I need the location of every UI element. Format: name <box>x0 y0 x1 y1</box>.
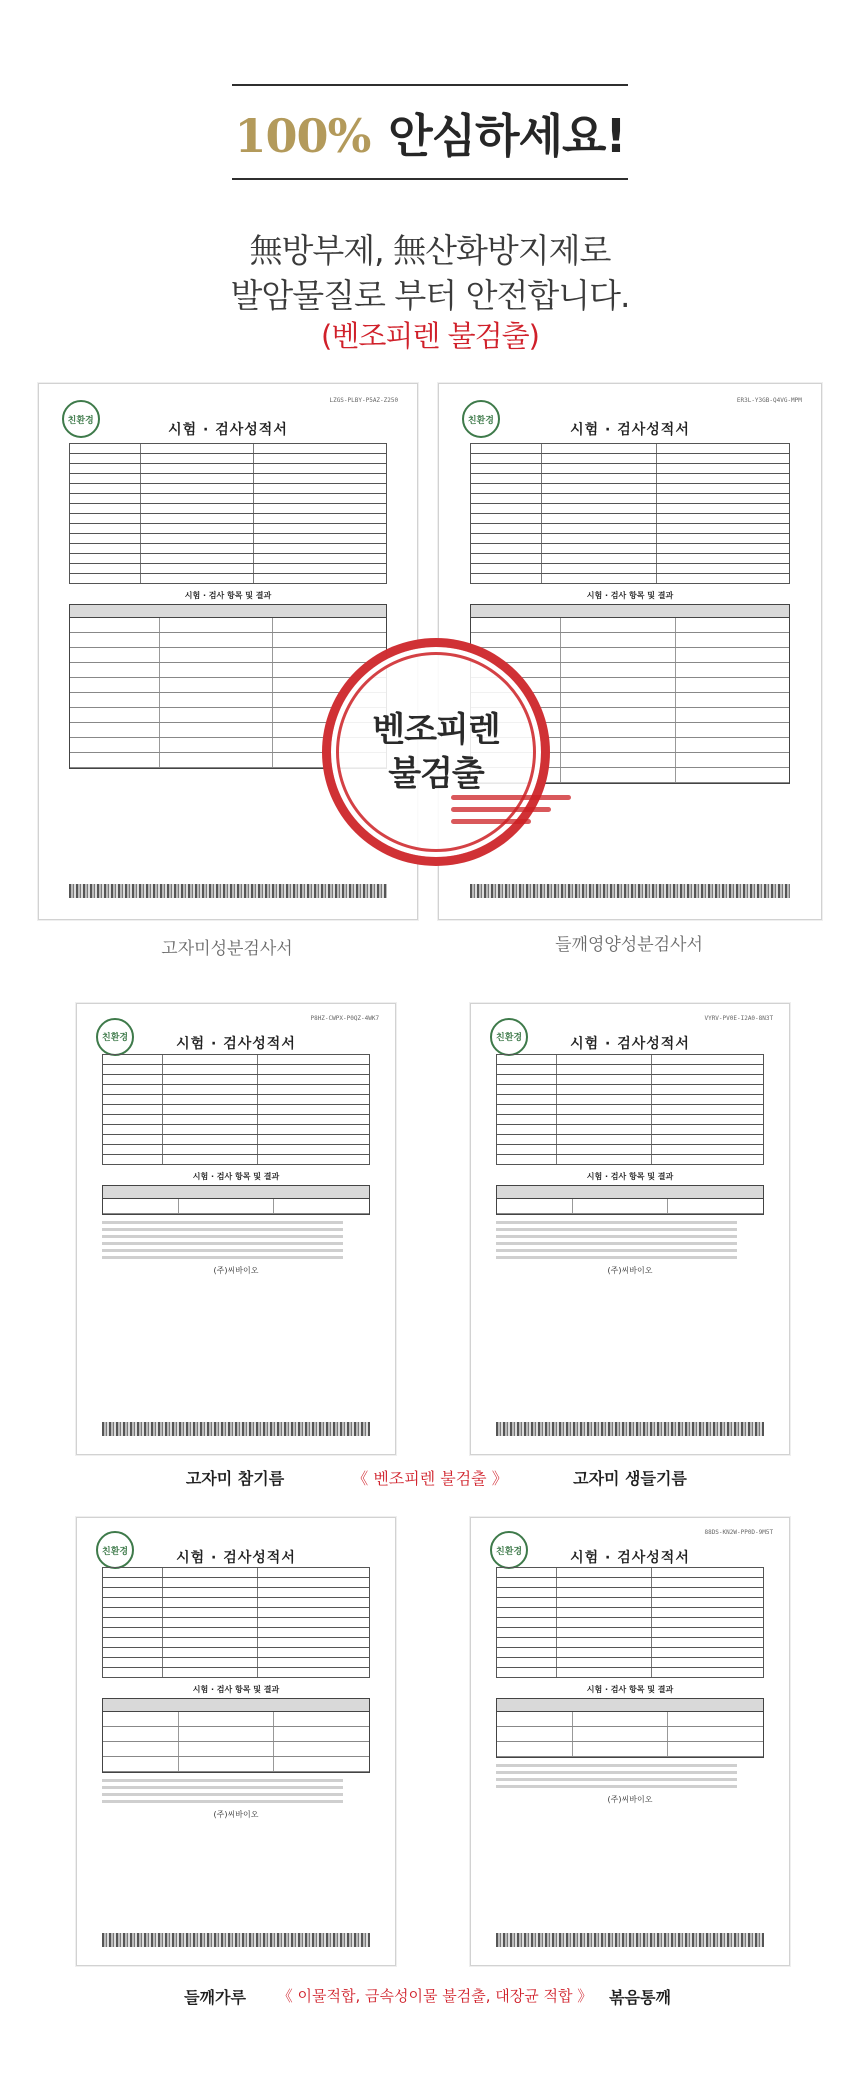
certificate-perilla-powder <box>76 1517 396 1966</box>
doc-barcode <box>102 1422 369 1436</box>
certificate-sesame-composition <box>38 383 418 920</box>
headline-text: 안심하세요! <box>388 109 626 163</box>
doc-section-title: 시험 · 검사 항목 및 결과 <box>586 1171 674 1181</box>
doc-section-title: 시험 · 검사 항목 및 결과 <box>192 1685 280 1695</box>
caption-benzopyrene: 《 벤조피렌 불검출 》 <box>352 1469 508 1488</box>
certification-seal-icon: 친환경 <box>96 1018 134 1056</box>
doc-issuer: (주)씨바이오 <box>213 1810 259 1820</box>
doc-issuer: (주)씨바이오 <box>213 1265 259 1275</box>
doc-form <box>496 1054 763 1276</box>
doc-section-title: 시험 · 검사 항목 및 결과 <box>192 1171 280 1181</box>
top-divider <box>232 84 628 86</box>
doc-number: ER3L-Y3GB-Q4VG-MPM <box>736 397 802 405</box>
caption-sesame-oil: 고자미 참기름 <box>185 1469 285 1488</box>
caption-perilla-nutrition: 들깨영양성분검사서 <box>555 935 703 955</box>
safety-line-2: 발암물질로 부터 안전합니다. <box>230 276 630 315</box>
doc-barcode <box>496 1422 763 1436</box>
safety-line-1: 無방부제, 無산화방지제로 <box>249 231 611 270</box>
doc-issuer: (주)씨바이오 <box>607 1265 653 1275</box>
doc-section-title: 시험 · 검사 항목 및 결과 <box>586 590 674 600</box>
certification-seal-icon: 친환경 <box>62 400 100 438</box>
stamp-streak <box>451 795 571 800</box>
doc-title: 시험 · 검사성적서 <box>570 1036 690 1053</box>
doc-barcode <box>102 1933 369 1947</box>
certification-seal-icon: 친환경 <box>490 1531 528 1569</box>
doc-title: 시험 · 검사성적서 <box>176 1550 296 1567</box>
doc-title: 시험 · 검사성적서 <box>570 421 690 438</box>
doc-title: 시험 · 검사성적서 <box>176 1036 296 1053</box>
doc-barcode <box>496 1933 763 1947</box>
doc-number: VYRV-PV0E-I2A0-8N3T <box>704 1015 774 1023</box>
doc-section-title: 시험 · 검사 항목 및 결과 <box>586 1685 674 1695</box>
doc-number: LZGS-PLBY-P5AZ-Z250 <box>329 397 399 405</box>
headline-percent: 100% <box>234 109 371 163</box>
certificate-sesame-oil <box>76 1003 396 1455</box>
doc-barcode <box>69 884 387 898</box>
doc-form <box>102 1567 369 1820</box>
safety-line-3: (벤조피렌 불검출) <box>321 319 539 353</box>
headline <box>0 100 860 166</box>
doc-section-title: 시험 · 검사 항목 및 결과 <box>184 590 272 600</box>
doc-title: 시험 · 검사성적서 <box>168 421 288 438</box>
bottom-divider <box>232 178 628 180</box>
doc-number: P8HZ-CWPX-P0QZ-4WK7 <box>310 1015 380 1023</box>
doc-form <box>102 1054 369 1276</box>
stamp-streak <box>451 807 551 812</box>
stamp-line-2: 불검출 <box>388 754 484 794</box>
certification-seal-icon: 친환경 <box>490 1018 528 1056</box>
benzopyrene-not-detected-stamp <box>322 638 550 866</box>
doc-issuer: (주)씨바이오 <box>607 1795 653 1805</box>
caption-raw-perilla-oil: 고자미 생들기름 <box>573 1469 687 1488</box>
caption-roasted-sesame: 볶음통깨 <box>609 1988 671 2007</box>
doc-form <box>496 1567 763 1805</box>
doc-number: 88DS-KN2W-PP0D-9M5T <box>704 1529 774 1537</box>
doc-title: 시험 · 검사성적서 <box>570 1550 690 1567</box>
caption-test-results: 《 이물적합, 금속성이물 불검출, 대장균 적합 》 <box>277 1987 593 2005</box>
doc-barcode <box>470 884 791 898</box>
certificate-raw-perilla-oil <box>470 1003 790 1455</box>
certification-seal-icon: 친환경 <box>462 400 500 438</box>
caption-sesame-composition: 고자미성분검사서 <box>161 939 293 959</box>
certificate-roasted-sesame <box>470 1517 790 1966</box>
stamp-streak <box>451 819 531 824</box>
caption-perilla-powder: 들깨가루 <box>184 1988 246 2007</box>
stamp-line-1: 벤조피렌 <box>372 709 500 750</box>
certification-seal-icon: 친환경 <box>96 1531 134 1569</box>
